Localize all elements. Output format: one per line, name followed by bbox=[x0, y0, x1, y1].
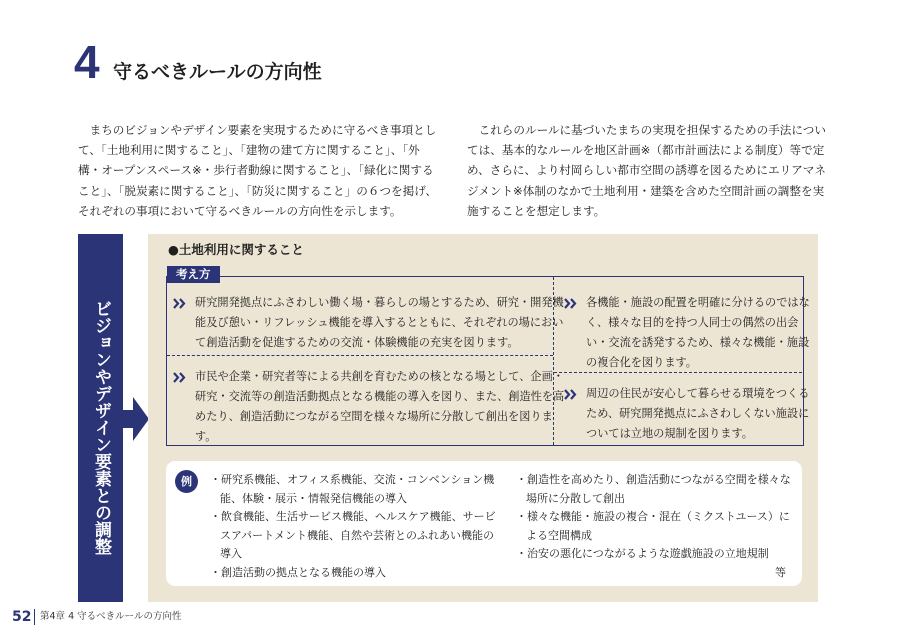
section-heading: ●土地利用に関すること bbox=[168, 242, 304, 257]
policy-label: 考え方 bbox=[167, 266, 220, 283]
example-item: ・治安の悪化につながるような遊戯施設の立地規制 bbox=[516, 547, 769, 560]
intro-left-paragraph: まちのビジョンやデザイン要素を実現するために守るべき事項として、「土地利用に関すること」、「建物の建て方に関すること」、「外構・オープンスペース※・歩行者動線に関すること」、「緑化に関すること」、「脱炭素に関すること」、「防災に関すること」の６つを掲げ、それぞれの事項において守るべきルールの方向性を示します。 bbox=[78, 123, 437, 218]
footer-divider bbox=[34, 609, 35, 625]
page-title: 守るべきルールの方向性 bbox=[113, 61, 322, 83]
example-badge: 例 bbox=[175, 470, 198, 493]
policy-text: 各機能・施設の配置を明確に分けるのではなく、様々な目的を持つ人同士の偶然の出会い・交流を誘発するため、様々な機能・施設の複合化を図ります。 bbox=[586, 296, 810, 369]
footer-chapter-label: 第4章 4 守るべきルールの方向性 bbox=[40, 611, 182, 622]
divider bbox=[167, 355, 553, 356]
policy-text: 市民や企業・研究者等による共創を育むための核となる場として、企画・研究・交流等の創造活動拠点となる機能の導入を図り、また、創造性を高めたり、創造活動につながる空間を様々な場所に分散して創出を図ります。 bbox=[195, 370, 565, 443]
chapter-number: 4 bbox=[74, 36, 100, 88]
example-item: ・研究系機能、オフィス系機能、交流・コンベンション機能、体験・展示・情報発信機能の導入 bbox=[210, 473, 495, 505]
example-item: ・創造活動の拠点となる機能の導入 bbox=[210, 565, 386, 579]
example-item: ・様々な機能・施設の複合・混在（ミクストユース）による空間構成 bbox=[516, 510, 790, 542]
double-chevron-right-icon bbox=[173, 372, 187, 383]
intro-right-paragraph: これらのルールに基づいたまちの実現を担保するための手法については、基本的なルールを地区計画※（都市計画法による制度）等で定め、さらに、より村岡らしい都市空間の誘導を図るためにエリアマネジメント※体制のなかで土地利用・建築を含めた空間計画の調整を実施することを想定します。 bbox=[467, 123, 826, 218]
policy-item bbox=[564, 384, 818, 444]
example-item: ・飲食機能、生活サービス機能、ヘルスケア機能、サービスアパートメント機能、自然や芸術とのふれあい機能の導入 bbox=[210, 510, 496, 560]
policy-text: 周辺の住民が安心して暮らせる環境をつくるため、研究開発拠点にふさわしくない施設については立地の規制を図ります。 bbox=[586, 387, 810, 440]
policy-item bbox=[173, 293, 567, 353]
page-number: 52 bbox=[12, 609, 32, 625]
right-arrow-icon bbox=[123, 397, 149, 445]
sidebar-label: ビジョンやデザイン要素との調整 bbox=[91, 300, 111, 555]
double-chevron-right-icon bbox=[173, 298, 187, 309]
etc-label: 等 bbox=[775, 566, 786, 579]
example-item: ・創造性を高めたり、創造活動につながる空間を様々な場所に分散して創出 bbox=[516, 473, 791, 505]
policy-item bbox=[564, 293, 818, 373]
examples-right bbox=[514, 471, 796, 564]
examples-left bbox=[208, 471, 496, 582]
double-chevron-right-icon bbox=[564, 389, 578, 400]
double-chevron-right-icon bbox=[564, 298, 578, 309]
policy-item bbox=[173, 367, 567, 447]
policy-text: 研究開発拠点にふさわしい働く場・暮らしの場とするため、研究・開発機能及び憩い・リフレッシュ機能を導入するとともに、それぞれの場において創造活動を促進するための交流・体験機能の充実を図ります。 bbox=[195, 296, 564, 349]
